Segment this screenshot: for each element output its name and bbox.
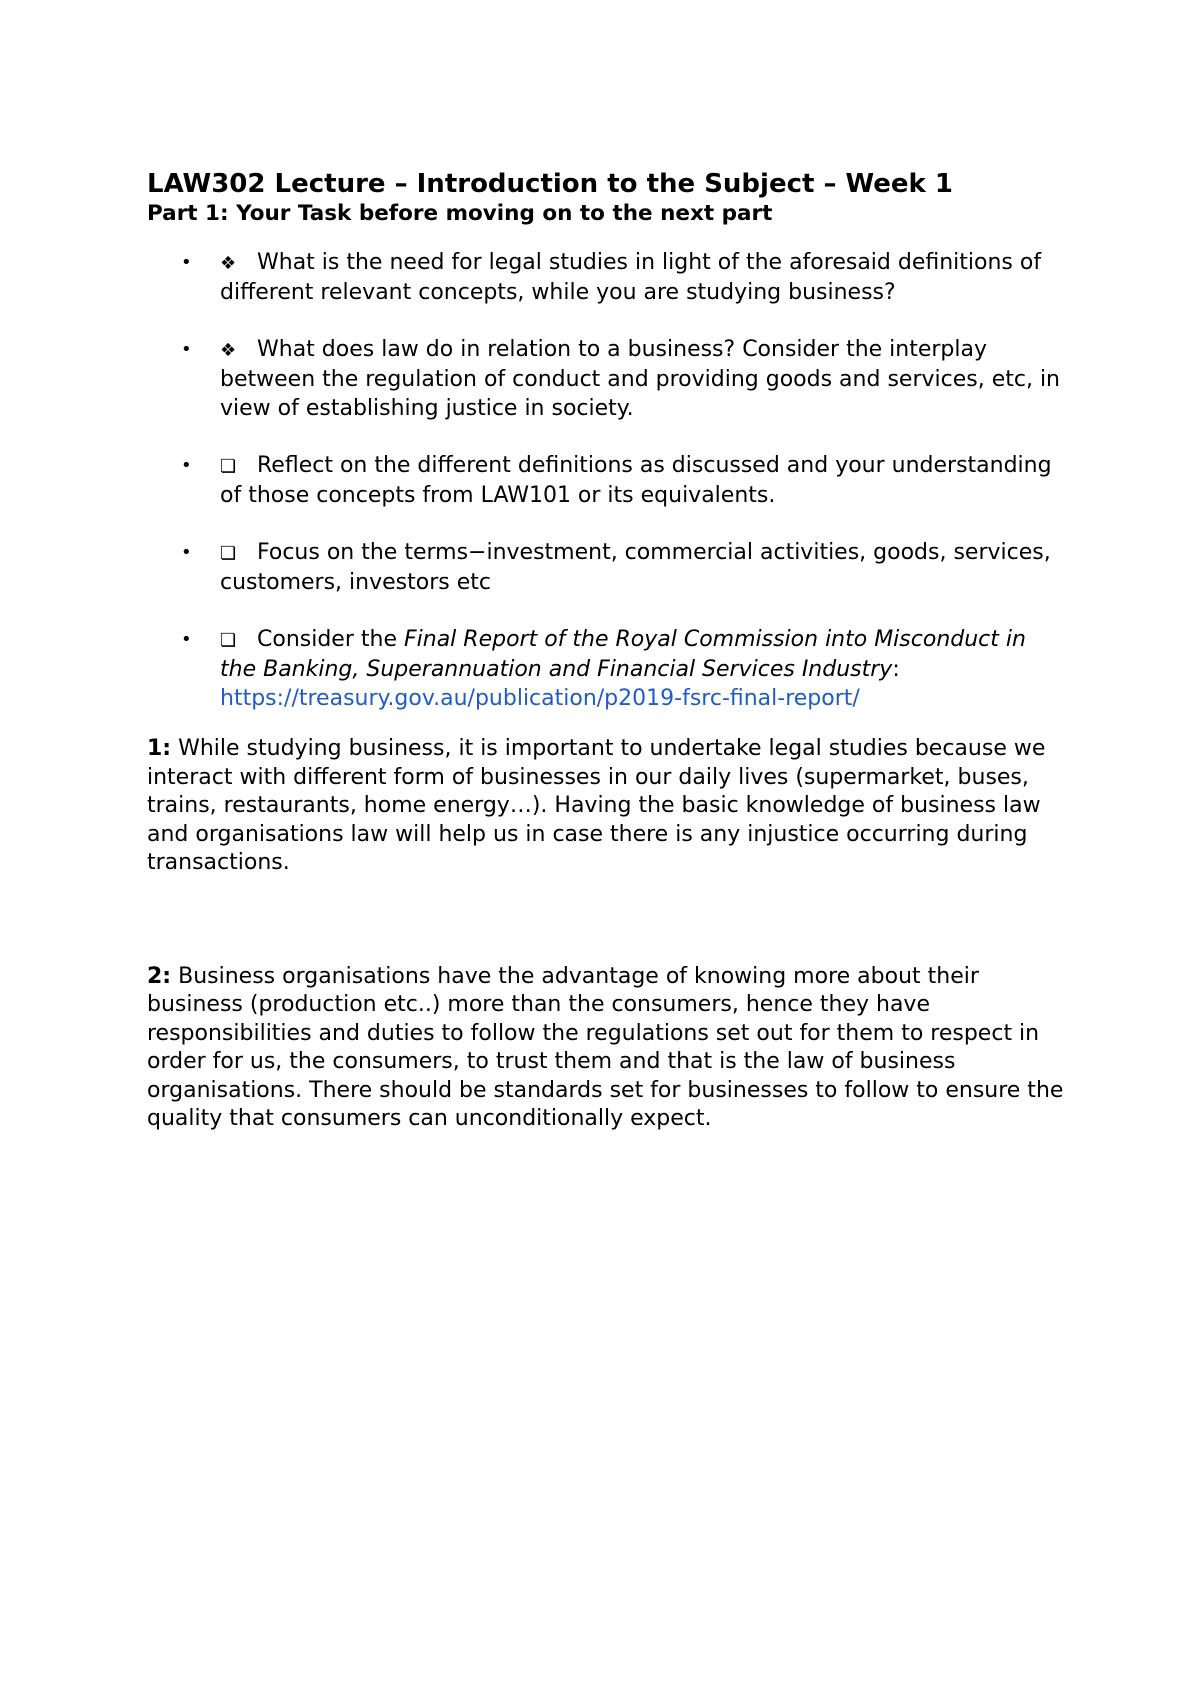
task-item-1 xyxy=(147,248,1067,307)
bullet-icon: • xyxy=(181,252,192,273)
answer-label: 1: xyxy=(147,736,172,761)
task-text: Focus on the terms−investment, commercial activities, goods, services, customers, investors etc xyxy=(220,540,1051,595)
task-text: What does law do in relation to a business? Consider the interplay between the regulation of conduct and providing goods and services, etc, in view of establishing justice in society. xyxy=(220,337,1060,421)
answer-label: 2: xyxy=(147,963,172,989)
bullet-icon: • xyxy=(181,339,192,360)
task-list xyxy=(147,248,1067,713)
task-text-suffix: : xyxy=(892,657,900,682)
task-text: What is the need for legal studies in light of the aforesaid definitions of different relevant concepts, while you are studying business? xyxy=(220,250,1042,305)
document-subtitle: Part 1: Your Task before moving on to the next part xyxy=(147,201,773,226)
task-item-3 xyxy=(147,451,1067,510)
diamond-star-icon: ❖ xyxy=(220,253,237,274)
answer-text: While studying business, it is important to undertake legal studies because we interact with different form of businesses in our daily lives (supermarket, buses, trains, restaurants, home energy…). Having the basic knowledge of business law and organisations law will help us in case there is any injustice occurring during transactions. xyxy=(147,736,1046,875)
document-page xyxy=(147,168,1067,1134)
answer-2 xyxy=(147,963,1067,1134)
task-item-5 xyxy=(147,625,1067,713)
report-title: Final Report of the Royal Commission into Misconduct in the Banking, Superannuation and Financial Services Industry xyxy=(220,627,1026,682)
answer-text: Business organisations have the advantage of knowing more about their business (production etc..) more than the consumers, hence they have responsibilities and duties to follow the regulations set out for them to respect in order for us, the consumers, to trust them and that is the law of business organisations. There should be standards set for businesses to follow to ensure the quality that consumers can unconditionally expect. xyxy=(147,963,1064,1131)
answer-1 xyxy=(147,735,1067,878)
checkbox-square-icon: ❏ xyxy=(220,456,237,477)
checkbox-square-icon: ❏ xyxy=(220,543,237,564)
bullet-icon: • xyxy=(181,629,192,650)
task-item-4 xyxy=(147,538,1067,597)
task-text-prefix: Consider the xyxy=(257,627,404,652)
diamond-star-icon: ❖ xyxy=(220,340,237,361)
task-text: Reflect on the different definitions as discussed and your understanding of those concepts from LAW101 or its equivalents. xyxy=(220,453,1052,508)
task-item-2 xyxy=(147,335,1067,423)
checkbox-square-icon: ❏ xyxy=(220,630,237,651)
document-title: LAW302 Lecture – Introduction to the Subject – Week 1 xyxy=(147,169,953,199)
report-link[interactable]: https://treasury.gov.au/publication/p2019-fsrc-final-report/ xyxy=(220,686,860,711)
bullet-icon: • xyxy=(181,542,192,563)
bullet-icon: • xyxy=(181,455,192,476)
